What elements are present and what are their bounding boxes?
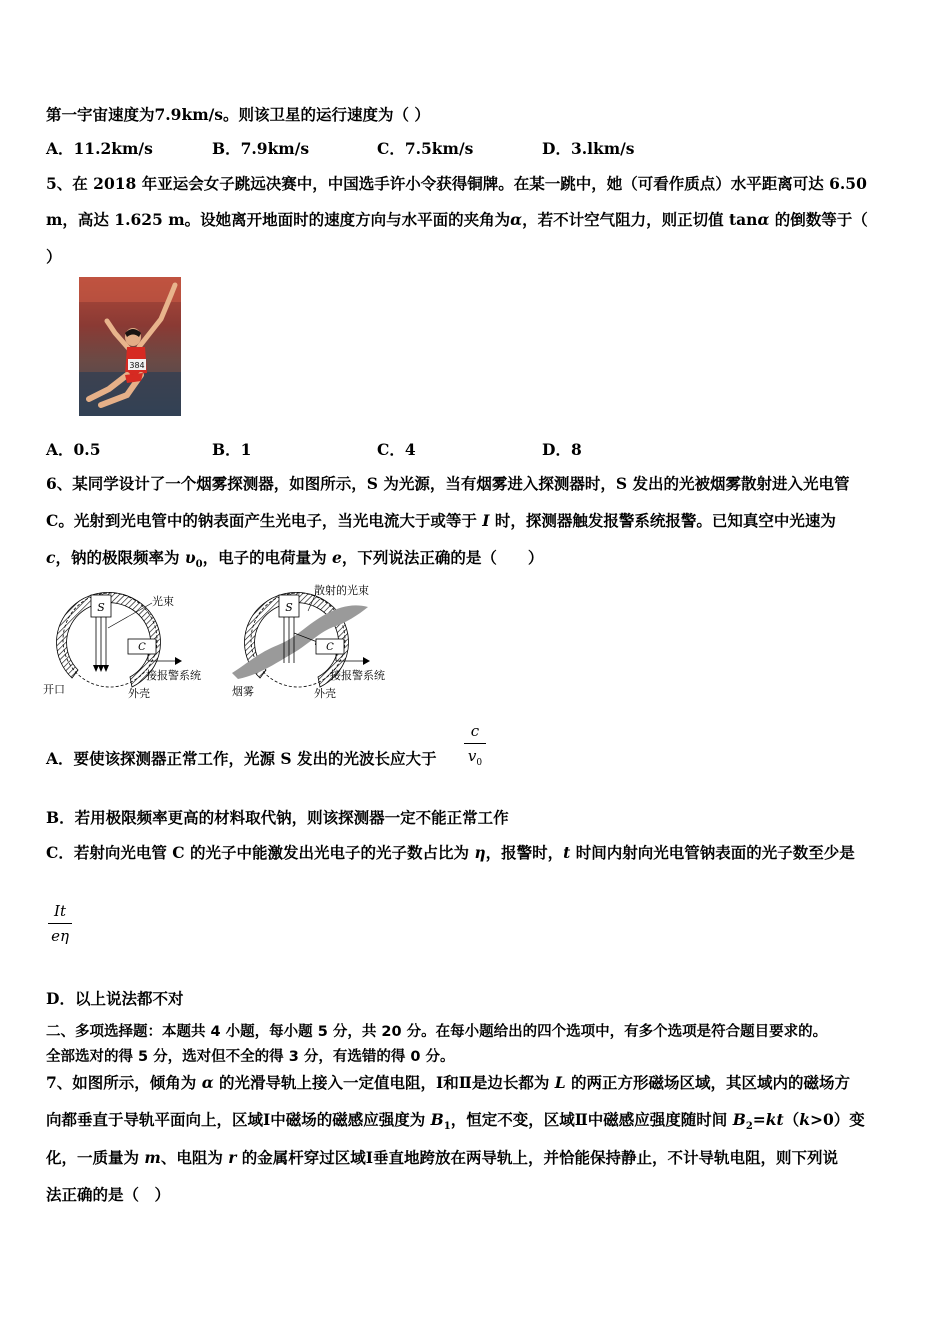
svg-text:S: S — [97, 601, 105, 614]
q7-stem-line2: 向都垂直于导轨平面向上，区域Ⅰ中磁场的磁感应强度为 $B_1$，恒定不变，区域Ⅱ中磁感应强度随时间 $B_2=kt(k>0)$变 — [46, 1110, 865, 1133]
q7-stem-line4: 法正确的是（ ） — [46, 1185, 171, 1204]
q6-stem-line1: 6、某同学设计了一个烟雾探测器，如图所示，S 为光源，当有烟雾进入探测器时，S 发出的光被烟雾散射进入光电管 — [46, 474, 850, 493]
q6-option-b: B．若用极限频率更高的材料取代钠，则该探测器一定不能正常工作 — [46, 808, 509, 827]
svg-text:外壳: 外壳 — [314, 687, 336, 700]
q4-option-c: C．7.5km/s — [377, 139, 474, 158]
q7-stem-line3: 化，一质量为 m、电阻为 r 的金属杆穿过区域Ⅰ垂直地跨放在两导轨上，并恰能保持静止，不计导轨电阻，则下列说 — [46, 1148, 839, 1167]
svg-text:外壳: 外壳 — [128, 687, 150, 700]
q7-stem-line1: 7、如图所示，倾角为 α 的光滑导轨上接入一定值电阻，Ⅰ和Ⅱ是边长都为 L 的两正方形磁场区域，其区域内的磁场方 — [46, 1073, 851, 1092]
section2-scoring: 全部选对的得 5 分，选对但不全的得 3 分，有选错的得 0 分。 — [46, 1049, 455, 1065]
section2-heading: 二、多项选择题：本题共 4 小题，每小题 5 分，共 20 分。在每小题给出的四个选项中，有多个选项是符合题目要求的。 — [46, 1024, 828, 1040]
svg-text:光束: 光束 — [152, 595, 174, 608]
q5-stem-line2: m，高达 1.625 m。设她离开地面时的速度方向与水平面的夹角为α，若不计空气阻力，则正切值 tanα 的倒数等于（ — [46, 210, 868, 229]
q6-stem-line3: c，钠的极限频率为 $\upsilon_0$，电子的电荷量为 e，下列说法正确的是（ ） — [46, 548, 544, 571]
svg-text:接报警系统: 接报警系统 — [330, 669, 385, 682]
q6-option-a-fraction: c $v_0$ — [464, 722, 486, 768]
q6-stem-line2: C。光射到光电管中的钠表面产生光电子，当光电流大于或等于 I 时，探测器触发报警系统报警。已知真空中光速为 — [46, 511, 836, 530]
svg-text:接报警系统: 接报警系统 — [146, 669, 201, 682]
q4-option-d: D．3.lkm/s — [542, 139, 635, 158]
q6-option-a: A．要使该探测器正常工作，光源 S 发出的光波长应大于 — [46, 749, 437, 768]
q5-option-a: A．0.5 — [46, 440, 101, 459]
q5-option-b: B．1 — [212, 440, 252, 459]
q4-stem: 第一宇宙速度为7.9km/s。则该卫星的运行速度为（ ） — [46, 105, 430, 124]
q6-option-d: D．以上说法都不对 — [46, 989, 184, 1008]
svg-text:C: C — [138, 642, 146, 653]
long-jump-photo — [79, 277, 181, 416]
detector-right — [232, 583, 385, 700]
bib-number: 384 — [129, 361, 145, 370]
detector-left — [43, 592, 201, 700]
svg-text:C: C — [326, 642, 334, 653]
svg-text:S: S — [285, 601, 293, 614]
svg-text:开口: 开口 — [43, 683, 65, 696]
q5-stem-line1: 5、在 2018 年亚运会女子跳远决赛中，中国选手许小令获得铜牌。在某一跳中，她（可看作质点）水平距离可达 6.50 — [46, 174, 867, 193]
q6-option-c-fraction: It eη — [48, 902, 72, 945]
q4-option-b: B．7.9km/s — [212, 139, 310, 158]
q5-option-d: D．8 — [542, 440, 582, 459]
svg-text:烟雾: 烟雾 — [232, 685, 254, 698]
q5-stem-line3: ） — [46, 247, 62, 266]
smoke-detector-figure — [40, 583, 410, 709]
svg-text:散射的光束: 散射的光束 — [314, 584, 369, 597]
q5-option-c: C．4 — [377, 440, 416, 459]
q6-option-c: C．若射向光电管 C 的光子中能激发出光电子的光子数占比为 η，报警时，t 时间内射向光电管钠表面的光子数至少是 — [46, 843, 855, 862]
q4-option-a: A．11.2km/s — [46, 139, 153, 158]
